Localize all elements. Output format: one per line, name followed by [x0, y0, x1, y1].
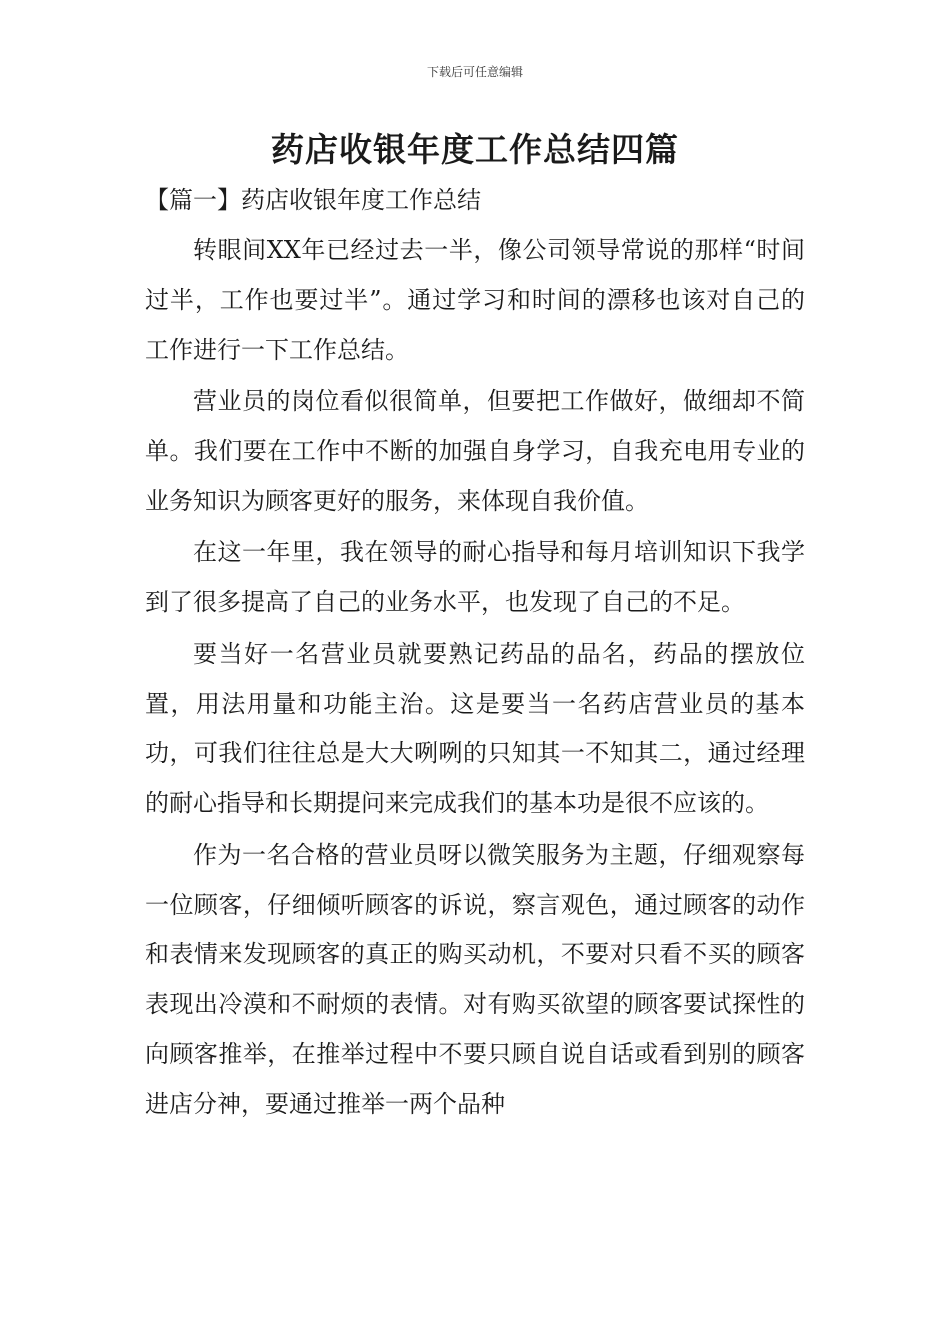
paragraph-5: 作为一名合格的营业员呀以微笑服务为主题，仔细观察每一位顾客，仔细倾听顾客的诉说，察言观色，通过顾客的动作和表情来发现顾客的真正的购买动机，不要对只看不买的顾客表现出冷漠和不耐烦的表情。对有购买欲望的顾客要试探性的向顾客推举，在推举过程中不要只顾自说自话或看到别的顾客进店分神，要通过推举一两个品种 [145, 840, 805, 1118]
section-heading: 【篇一】药店收银年度工作总结 [145, 186, 481, 214]
header-note: 下载后可任意编辑 [426, 65, 523, 79]
paragraph-2: 营业员的岗位看似很简单，但要把工作做好，做细却不简单。我们要在工作中不断的加强自身学习，自我充电用专业的业务知识为顾客更好的服务，来体现自我价值。 [145, 387, 805, 515]
paragraph-1: 转眼间XX年已经过去一半，像公司领导常说的那样“时间过半，工作也要过半”。通过学习和时间的漂移也该对自己的工作进行一下工作总结。 [145, 236, 805, 364]
paragraph-4: 要当好一名营业员就要熟记药品的品名，药品的摆放位置，用法用量和功能主治。这是要当一名药店营业员的基本功，可我们往往总是大大咧咧的只知其一不知其二，通过经理的耐心指导和长期提问来完成我们的基本功是很不应该的。 [145, 639, 805, 818]
paragraph-3: 在这一年里，我在领导的耐心指导和每月培训知识下我学到了很多提高了自己的业务水平，也发现了自己的不足。 [145, 538, 805, 617]
document-title: 药店收银年度工作总结四篇 [271, 130, 679, 169]
document-body [145, 226, 805, 1131]
